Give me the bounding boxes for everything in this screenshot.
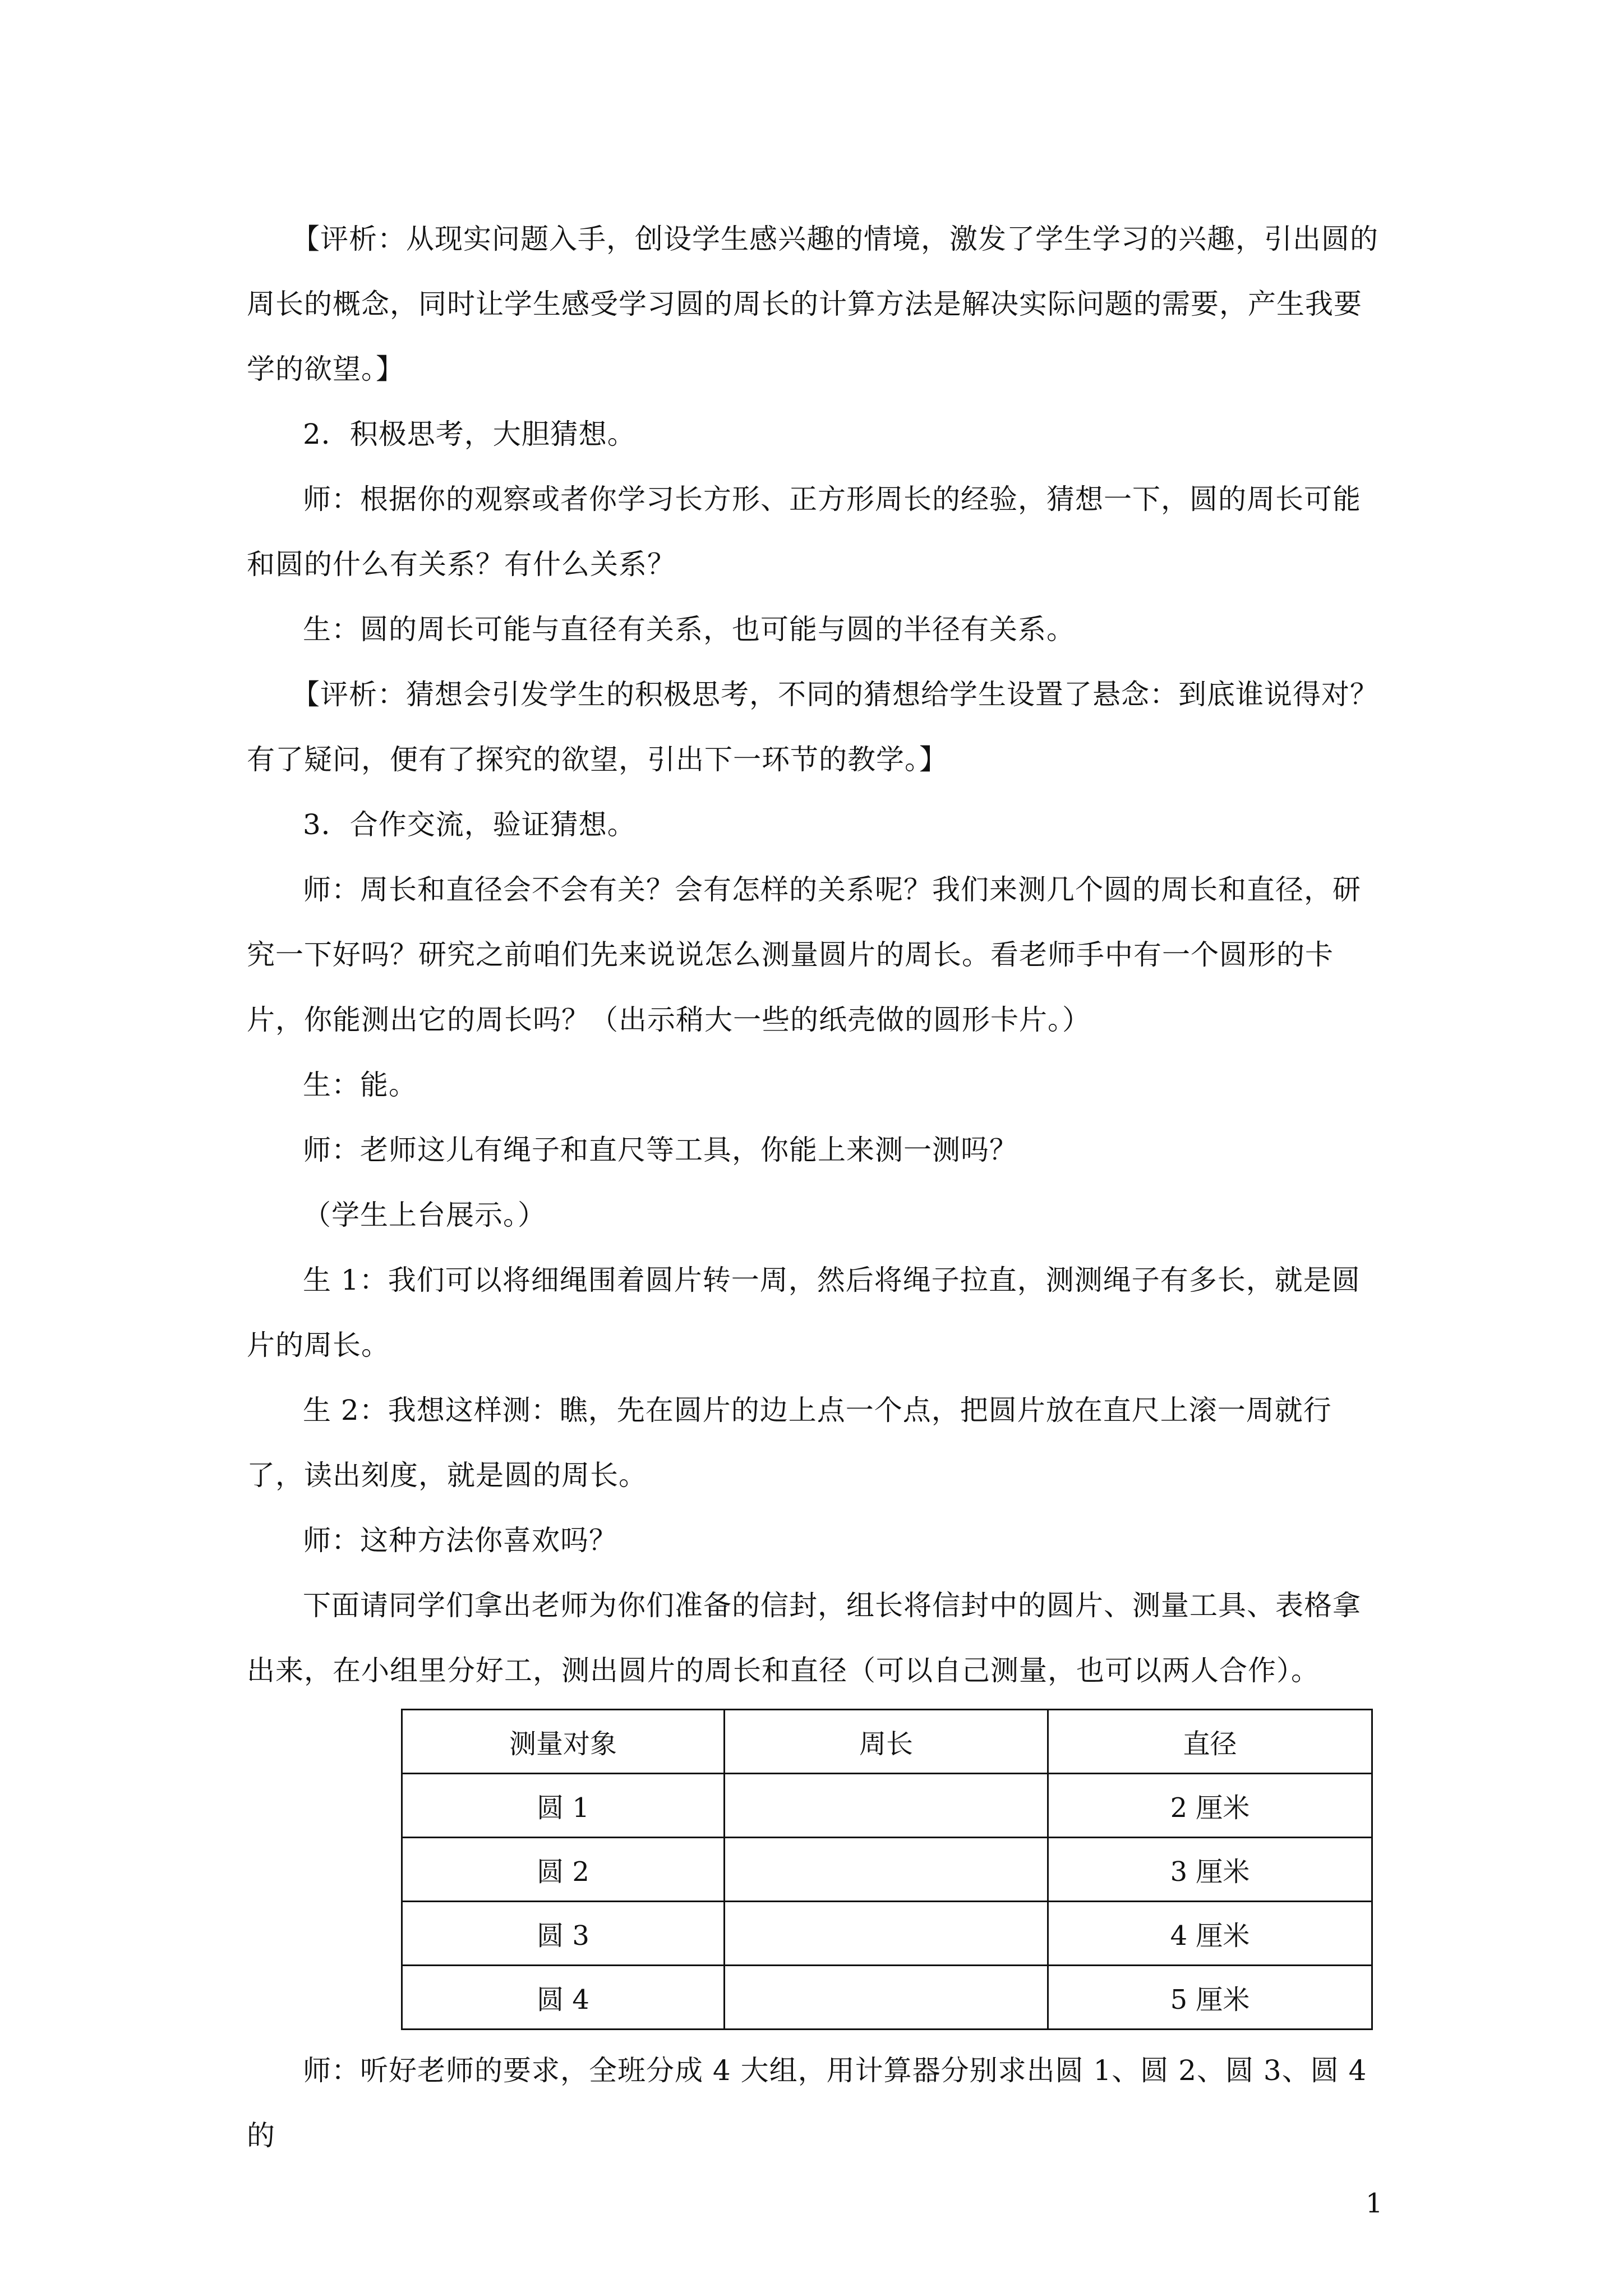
- table-cell: 圆 3: [402, 1902, 725, 1966]
- table-row: [402, 1902, 1372, 1966]
- table-row: [402, 1774, 1372, 1838]
- measurement-table: [401, 1709, 1373, 2030]
- table-cell: 圆 2: [402, 1838, 725, 1902]
- table-row: [402, 1966, 1372, 2030]
- table-cell: 4 厘米: [1048, 1902, 1372, 1966]
- comment-paragraph: 【评析：猜想会引发学生的积极思考，不同的猜想给学生设置了悬念：到底谁说得对？有了疑问，便有了探究的欲望，引出下一环节的教学。】: [247, 678, 1378, 776]
- page-number: 1: [1366, 2188, 1383, 2219]
- table-cell: 3 厘米: [1048, 1838, 1372, 1902]
- teacher-line: 师：听好老师的要求，全班分成 4 大组，用计算器分别求出圆 1、圆 2、圆 3、圆 4 的: [247, 2054, 1367, 2152]
- section-heading: 3．合作交流，验证猜想。: [303, 808, 636, 841]
- student-line: 生：圆的周长可能与直径有关系，也可能与圆的半径有关系。: [303, 613, 1075, 646]
- table-header-cell: 直径: [1048, 1710, 1372, 1774]
- table-cell: [725, 1774, 1048, 1838]
- student-line: 生 1：我们可以将细绳围着圆片转一周，然后将绳子拉直，测测绳子有多长，就是圆片的周长。: [247, 1264, 1361, 1361]
- table-cell: 5 厘米: [1048, 1966, 1372, 2030]
- table-row: [402, 1838, 1372, 1902]
- teacher-line: 师：周长和直径会不会有关？会有怎样的关系呢？我们来测几个圆的周长和直径，研究一下好吗？研究之前咱们先来说说怎么测量圆片的周长。看老师手中有一个圆形的卡片，你能测出它的周长吗？（出示稍大一些的纸壳做的圆形卡片。）: [247, 873, 1361, 1036]
- student-line: 生 2：我想这样测：瞧，先在圆片的边上点一个点，把圆片放在直尺上滚一周就行了，读出刻度，就是圆的周长。: [247, 1394, 1332, 1492]
- table-cell: 2 厘米: [1048, 1774, 1372, 1838]
- instruction-paragraph: 下面请同学们拿出老师为你们准备的信封，组长将信封中的圆片、测量工具、表格拿出来，在小组里分好工，测出圆片的周长和直径（可以自己测量，也可以两人合作）。: [247, 1589, 1361, 1687]
- table-header-row: [402, 1710, 1372, 1774]
- comment-paragraph: 【评析：从现实问题入手，创设学生感兴趣的情境，激发了学生学习的兴趣，引出圆的周长的概念，同时让学生感受学习圆的周长的计算方法是解决实际问题的需要，产生我要学的欲望。】: [247, 223, 1378, 385]
- table-cell: [725, 1966, 1048, 2030]
- stage-direction: （学生上台展示。）: [303, 1199, 546, 1231]
- table-cell: 圆 4: [402, 1966, 725, 2030]
- section-heading: 2．积极思考，大胆猜想。: [303, 418, 636, 450]
- table-cell: [725, 1838, 1048, 1902]
- table-cell: 圆 1: [402, 1774, 725, 1838]
- table-header-cell: 测量对象: [402, 1710, 725, 1774]
- teacher-line: 师：老师这儿有绳子和直尺等工具，你能上来测一测吗？: [303, 1134, 1018, 1166]
- table-cell: [725, 1902, 1048, 1966]
- student-line: 生：能。: [303, 1069, 417, 1101]
- body-text: [247, 206, 1385, 2168]
- table-header-cell: 周长: [725, 1710, 1048, 1774]
- teacher-line: 师：根据你的观察或者你学习长方形、正方形周长的经验，猜想一下，圆的周长可能和圆的什么有关系？有什么关系？: [247, 483, 1361, 581]
- teacher-line: 师：这种方法你喜欢吗？: [303, 1524, 617, 1557]
